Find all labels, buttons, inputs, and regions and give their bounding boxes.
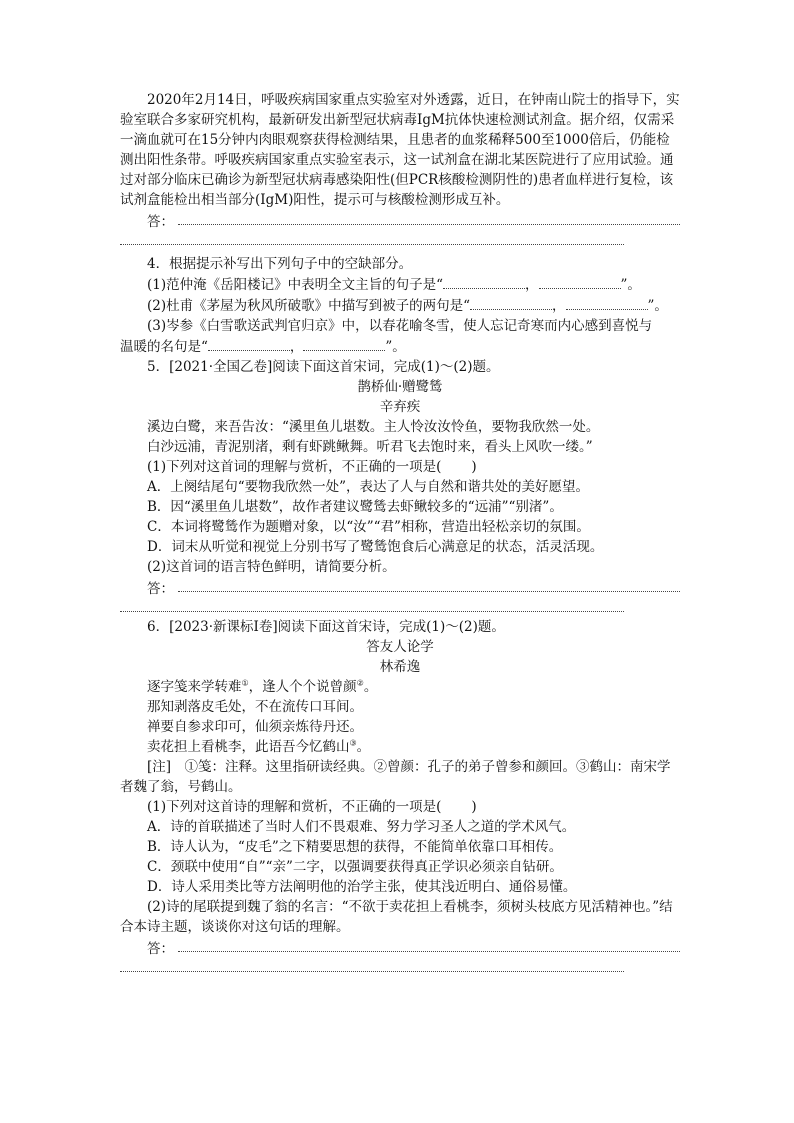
q4-item-3-line2: 温暖的名句是“ ， ”。: [120, 336, 680, 357]
footnote-marker: ③: [349, 738, 357, 748]
answer-dotted-line-2: [120, 230, 624, 245]
answer-dotted-line: [178, 591, 680, 592]
fill-blank[interactable]: [303, 336, 385, 351]
answer-line[interactable]: [120, 577, 680, 597]
q6-option-d: D．诗人采用类比等方法阐明他的治学主张，使其浅近明白、通俗易懂。: [147, 879, 577, 895]
q6-poem-line-4: 卖花担上看桃李，此语吾今忆鹤山③。: [147, 738, 371, 755]
answer-label: 答：: [147, 581, 174, 597]
answer-dotted-line: [178, 224, 680, 225]
q5-sub2: (2)这首词的语言特色鲜明，请简要分析。: [147, 559, 396, 575]
q4-item-2: (2)杜甫《茅屋为秋风所破歌》中描写到被子的两句是“ ， ”。: [120, 295, 680, 316]
q5-sub1: (1)下列对这首词的理解与赏析，不正确的一项是( ): [147, 459, 477, 475]
q5-option-d: D．词末从听觉和视觉上分别书写了鹭鸶饱食后心满意足的状态，活灵活现。: [147, 539, 604, 555]
fill-blank[interactable]: [566, 295, 648, 310]
q6-stem: 6．[2023·新课标Ⅰ卷]阅读下面这首宋诗，完成(1)～(2)题。: [147, 619, 505, 635]
q4-item-3: (3)岑参《白雪歌送武判官归京》中，以春花喻冬雪，使人忘记奇寒而内心感到喜悦与: [147, 318, 653, 334]
q6-sub2: (2)诗的尾联提到魏了翁的名言：“不欲于卖花担上看桃李，须树头枝底方见活精神也。”结合本诗主题，谈谈你对这句话的理解。: [120, 899, 673, 935]
answer-line[interactable]: [120, 210, 680, 230]
q6-poem-line-3: 禅要自参求印可，仙须亲炼待丹还。: [147, 719, 363, 735]
q4-item-1: (1)范仲淹《岳阳楼记》中表明全文主旨的句子是“ ， ”。: [120, 274, 680, 295]
answer-dotted-line-2: [120, 597, 624, 612]
fill-blank[interactable]: [208, 336, 290, 351]
q6-poem-line-1: 逐字笺来学转难①，逢人个个说曾颜②。: [147, 678, 378, 695]
worksheet-page: [120, 90, 680, 977]
q5-stem: 5．[2021·全国乙卷]阅读下面这首宋词，完成(1)～(2)题。: [147, 359, 500, 375]
footnote-marker: ①: [241, 678, 249, 688]
q5-option-b: B．因“溪里鱼儿堪数”，故作者建议鹭鸶去虾鳅较多的“远浦”“别渚”。: [147, 499, 563, 515]
q5-poem-line: 溪边白鹭，来吾告汝：“溪里鱼儿堪数。主人怜汝汝怜鱼，要物我欣然一处。: [147, 419, 600, 435]
answer-line[interactable]: [120, 937, 680, 957]
q6-poem-line-2: 那知剥落皮毛处，不在流传口耳间。: [147, 699, 363, 715]
q6-notes: [注] ①笺：注释。这里指研读经典。②曾颜：孔子的弟子曾参和颜回。③鹤山：南宋学者魏了翁，号鹤山。: [120, 759, 671, 795]
footnote-marker: ②: [356, 678, 364, 688]
q5-poem-title: 鹊桥仙·赠鹭鸶: [357, 379, 443, 395]
fill-blank[interactable]: [443, 274, 525, 289]
q6-poem-author: 林希逸: [379, 659, 421, 675]
q6-option-b: B．诗人认为，“皮毛”之下精要思想的获得，不能简单依靠口耳相传。: [147, 839, 563, 855]
q6-option-a: A．诗的首联描述了当时人们不畏艰难、努力学习圣人之道的学术风气。: [147, 819, 576, 835]
answer-dotted-line: [178, 951, 680, 952]
answer-dotted-line-2: [120, 957, 624, 972]
fill-blank[interactable]: [539, 274, 621, 289]
q6-poem-title: 答友人论学: [366, 639, 434, 655]
intro-passage: 2020年2月14日，呼吸疾病国家重点实验室对外透露，近日，在钟南山院士的指导下，实验室联合多家研究机构，最新研发出新型冠状病毒IgM抗体快速检测试剂盒。据介绍，仅需采一滴血就可在15分钟内肉眼观察获得检测结果，且患者的血浆稀释500至1000倍后，仍能检测出阳性条带。呼吸疾病国家重点实验室表示，这一试剂盒在湖北某医院进行了应用试验。通过对部分临床已确诊为新型冠状病毒感染阳性(但PCR核酸检测阴性的)患者血样进行复检，该试剂盒能检出相当部分(IgM)阳性，提示可与核酸检测形成互补。: [120, 92, 680, 208]
q5-option-c: C．本词将鹭鸶作为题赠对象，以“汝”“君”相称，营造出轻松亲切的氛围。: [147, 519, 590, 535]
answer-label: 答：: [147, 941, 174, 957]
answer-label: 答：: [147, 214, 174, 230]
fill-blank[interactable]: [470, 295, 552, 310]
q4-stem: 4．根据提示补写出下列句子中的空缺部分。: [147, 256, 413, 272]
q5-option-a: A．上阕结尾句“要物我欣然一处”，表达了人与自然和谐共处的美好愿望。: [147, 479, 590, 495]
q5-poem-line: 白沙远浦，青泥别渚，剩有虾跳鳅舞。听君飞去饱时来，看头上风吹一缕。”: [147, 439, 593, 455]
q6-option-c: C．颈联中使用“自”“亲”二字，以强调要获得真正学识必须亲自钻研。: [147, 859, 563, 875]
q6-sub1: (1)下列对这首诗的理解和赏析，不正确的一项是( ): [147, 799, 477, 815]
q5-poem-author: 辛弃疾: [379, 399, 421, 415]
